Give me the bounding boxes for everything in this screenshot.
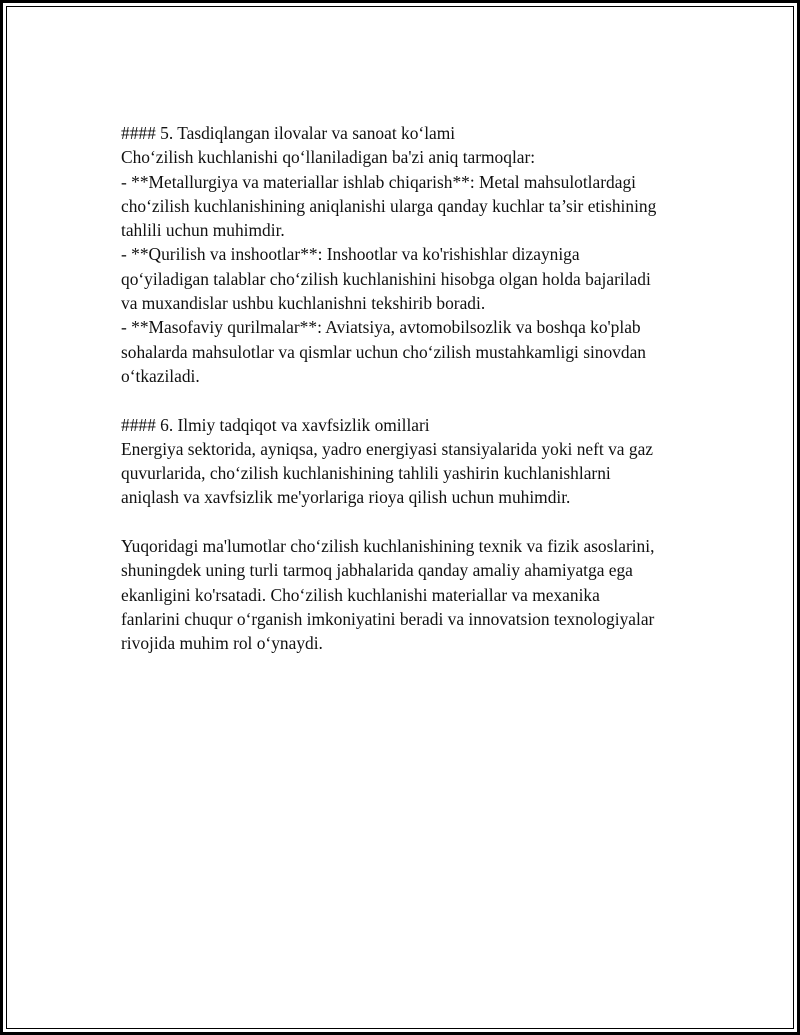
paragraph-gap (121, 510, 701, 534)
text-line: tahlili uchun muhimdir. (121, 220, 285, 241)
section-6-heading: #### 6. Ilmiy tadqiqot va xavfsizlik omillari (121, 414, 430, 435)
text-line: sohalarda mahsulotlar va qismlar uchun cho‘zilish mustahkamligi sinovdan (121, 341, 646, 362)
text-line: - **Masofaviy qurilmalar**: Aviatsiya, avtomobilsozlik va boshqa ko'plab (121, 317, 641, 338)
section-5-heading: #### 5. Tasdiqlangan ilovalar va sanoat ko‘lami (121, 123, 456, 143)
text-line: - **Qurilish va inshootlar**: Inshootlar va ko'rishishlar dizayniga (121, 244, 580, 265)
text-line: fanlarini chuqur o‘rganish imkoniyatini beradi va innovatsion texnologiyalar (121, 608, 655, 629)
text-line: va muxandislar ushbu kuchlanishni tekshirib boradi. (121, 293, 486, 314)
conclusion-paragraph (121, 534, 701, 655)
text-line: Yuqoridagi ma'lumotlar cho‘zilish kuchlanishining texnik va fizik asoslarini, (121, 536, 655, 557)
list-item-construction (121, 242, 701, 315)
paragraph-gap (121, 388, 701, 412)
text-line: qo‘yiladigan talablar cho‘zilish kuchlanishini hisobga olgan holda bajariladi (121, 268, 651, 289)
text-line: o‘tkaziladi. (121, 365, 200, 386)
text-line: ekanligini ko'rsatadi. Cho‘zilish kuchlanishi materiallar va mexanika (121, 584, 600, 605)
text-line: cho‘zilish kuchlanishining aniqlanishi ularga qanday kuchlar ta’sir etishining (121, 195, 657, 216)
text-line: quvurlarida, cho‘zilish kuchlanishining tahlili yashirin kuchlanishlarni (121, 463, 611, 484)
text-line: shuningdek uning turli tarmoq jabhalarida qanday amaliy ahamiyatga ega (121, 560, 633, 581)
text-line: - **Metallurgiya va materiallar ishlab chiqarish**: Metal mahsulotlardagi (121, 171, 636, 192)
text-line: aniqlash va xavfsizlik me'yorlariga rioya qilish uchun muhimdir. (121, 487, 571, 508)
text-line: Energiya sektorida, ayniqsa, yadro energiyasi stansiyalarida yoki neft va gaz (121, 438, 654, 459)
section-5-intro: Cho‘zilish kuchlanishi qo‘llaniladigan ba'zi aniq tarmoqlar: (121, 147, 536, 168)
list-item-metallurgy (121, 170, 701, 243)
text-line: rivojida muhim rol o‘ynaydi. (121, 633, 323, 654)
section-5 (121, 121, 701, 388)
list-item-remote-devices (121, 315, 701, 388)
document-body (121, 121, 701, 656)
section-6 (121, 413, 701, 510)
